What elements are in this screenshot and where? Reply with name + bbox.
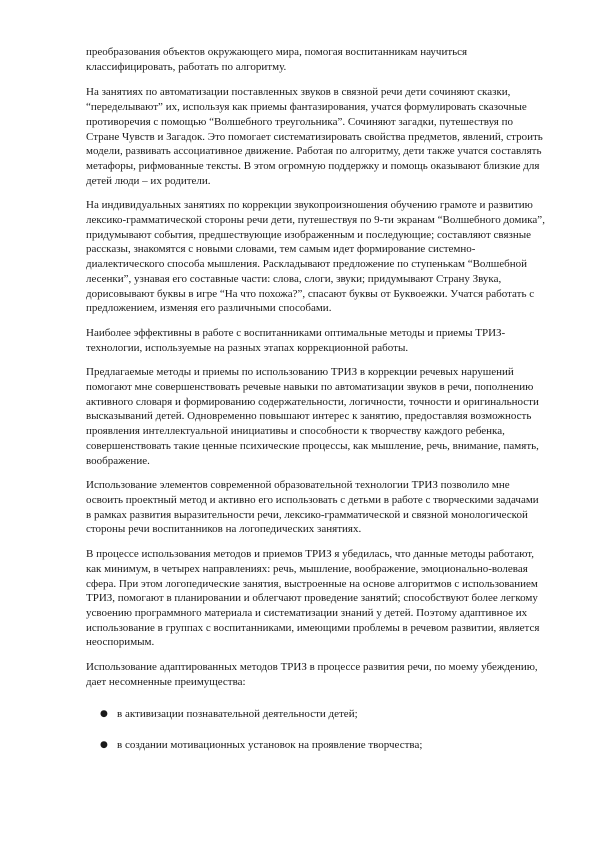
paragraph-8: Использование адаптированных методов ТРИЗ в процессе развития речи, по моему убеждению, дает несомненные преимущества: [86,661,538,688]
list-item [86,707,546,722]
paragraph-7: В процессе использования методов и приемов ТРИЗ я убедилась, что данные методы работают, как минимум, в четырех направлениях: речь, мышление, воображение, эмоционально-волевая сфера. При этом логопедические занятия, выстроенные на основе алгоритмов с использованием ТРИЗ, помогают в планировании и облегчают проведение занятий; способствуют более легкому усвоению программного материала и систематизации знаний у детей. Поэтому адаптивное их использование в группах с воспитанниками, имеющими проблемы в речевом развитии, является неоспоримым. [86,548,540,649]
list-item-text: в активизации познавательной деятельности детей; [117,708,358,721]
bullet-icon: ● [100,709,108,720]
paragraph-5: Предлагаемые методы и приемы по использованию ТРИЗ в коррекции речевых нарушений помогают мне совершенствовать речевые навыки по автоматизации звуков в речи, пополнению активного словаря и формированию содержательности, логичности, точности и оригинальности высказываний детей. Одновременно повышают интерес к занятию, предоставляя возможность проявления интеллектуальной инициативы и способности к творчеству каждого ребенка, совершенствовать такие ценные психические процессы, как мышление, речь, внимание, память, воображение. [86,366,539,467]
paragraph-1: преобразования объектов окружающего мира, помогая воспитанникам научиться классифицировать, работать по алгоритму. [86,46,468,73]
paragraph-3: На индивидуальных занятиях по коррекции звукопроизношения обучению грамоте и развитию лексико-грамматической стороны речи дети, путешествуя по 9-ти экранам “Волшебного домика”, придумывают события, предшествующие изображенным и последующие; составляют связные рассказы, знакомятся с новыми словами, тем самым идет формирование системно-диалектического способа мышления. Раскладывают предложение по ступенькам “Волшебной лесенки”, узнавая его составные части: слова, слоги, звуки; придумывают Страну Звука, дорисовывают буквы в игре “На что похожа?”, спасают буквы от Буквоежки. Учатся работать с предложением, изменяя его различными способами. [86,199,545,315]
bullet-icon: ● [100,740,108,751]
document-page [86,45,546,769]
paragraph-2: На занятиях по автоматизации поставленных звуков в связной речи дети сочиняют сказки, “переделывают” их, используя как приемы фантазирования, учатся формулировать сказочные противоречия с помощью “Волшебного треугольника”. Сочиняют загадки, путешествуя по Стране Чувств и Загадок. Это помогает систематизировать свойства предметов, явлений, строить модели, развивать ассоциативное движение. Работая по алгоритму, дети также учатся составлять метафоры, рифмованные тексты. В этом огромную поддержку и помощь оказывают близкие для детей люди – их родители. [86,86,543,187]
list-item [86,738,546,753]
paragraph-4: Наиболее эффективны в работе с воспитанниками оптимальные методы и приемы ТРИЗ-технологии, используемые на разных этапах коррекционной работы. [86,326,506,354]
bullet-list [86,707,546,752]
list-item-text: в создании мотивационных установок на проявление творчества; [117,739,423,752]
paragraph-6: Использование элементов современной образовательной технологии ТРИЗ позволило мне освоить проектный метод и активно его использовать с детьми в работе с творческими задачами в рамках развития выразительности речи, лексико-грамматической и связной монологической стороны речи воспитанников на логопедических занятиях. [86,479,539,536]
